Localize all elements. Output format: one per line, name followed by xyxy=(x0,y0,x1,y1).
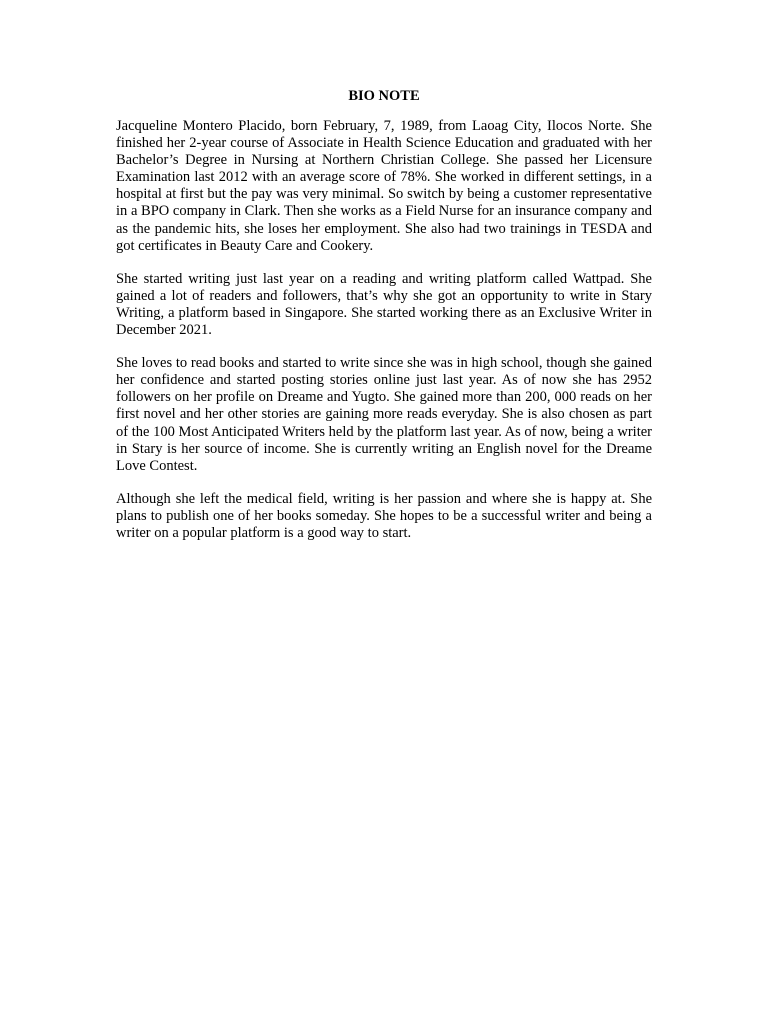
document-title: BIO NOTE xyxy=(348,88,420,104)
paragraph-writing-achievements: She loves to read books and started to write since she was in high school, though she gained her confidence and started posting stories online just last year. As of now she has 2952 followers on her profile on Dreame and Yugto. She gained more than 200, 000 reads on her first novel and her other stories are gaining more reads everyday. She is also chosen as part of the 100 Most Anticipated Writers held by the platform last year. As of now, being a writer in Stary is her source of income. She is currently writing an English novel for the Dreame Love Contest. xyxy=(116,355,652,474)
paragraph-future-plans: Although she left the medical field, writing is her passion and where she is happy at. She plans to publish one of her books someday. She hopes to be a successful writer and being a writer on a popular platform is a good way to start. xyxy=(116,490,652,541)
paragraph-writing-start: She started writing just last year on a reading and writing platform called Wattpad. She gained a lot of readers and followers, that’s why she got an opportunity to write in Stary Writing, a platform based in Singapore. She started working there as an Exclusive Writer in December 2021. xyxy=(116,270,652,339)
paragraph-personal-background: Jacqueline Montero Placido, born February, 7, 1989, from Laoag City, Ilocos Norte. She finished her 2-year course of Associate in Health Science Education and graduated with her Bachelor’s Degree in Nursing at Northern Christian College. She passed her Licensure Examination last 2012 with an average score of 78%. She worked in different settings, in a hospital at first but the pay was very minimal. So switch by being a customer representative in a BPO company in Clark. Then she works as a Field Nurse for an insurance company and as the pandemic hits, she loses her employment. She also had two trainings in TESDA and got certificates in Beauty Care and Cookery. xyxy=(116,118,652,254)
document-body xyxy=(116,118,652,558)
